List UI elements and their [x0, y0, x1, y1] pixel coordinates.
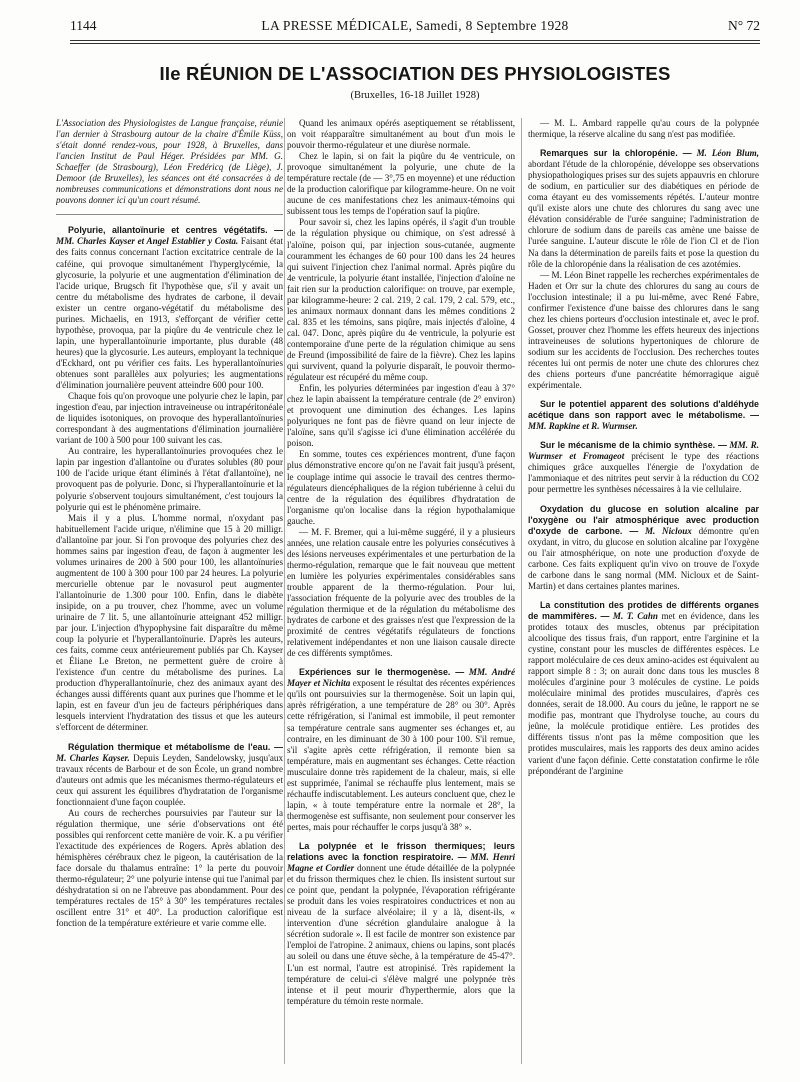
paragraph: Enfin, les polyuries déterminées par ingestion d'eau à 37° chez le lapin abaissent la température centrale (de 2° environ) et provoquent une diminution des échanges. Les lapins polyuriques ne font pas de fièvre quand on leur injecte de l'aloïne, sans qu'il s'agisse ici d'une élimination accélérée du poison.	[287, 383, 515, 449]
paragraph: Pour savoir si, chez les lapins opérés, il s'agit d'un trouble de la régulation physique ou chimique, on s'est adressé à l'aloïne, poison qui, par injection sous-cutanée, augmente couramment les échanges de 60 pour 100 dans les 24 heures qui suivent l'injection chez l'animal normal. Après piqûre du 4e ventricule, la polyurie étant installée, l'injection d'aloïne ne fait rien sur la production calorifique: on trouve, par exemple, par kilogramme-heure: 2 cal. 219, 2 cal. 179, 2 cal. 579, etc., les animaux normaux donnant dans les mêmes conditions 2 cal. 835 et les témoins, sans piqûre, mais injectés d'aloïne, 4 cal. 047. Donc, après piqûre du 4e ventricule, la polyurie est contemporaine d'une perte de la régulation chimique au sens de Freund (impossibilité de faire de la fièvre). Chez les lapins qui survivent, quand la polyurie disparaît, le pouvoir thermo-régulateur est récupéré du même coup.	[287, 217, 515, 383]
section-authors: M. Charles Kayser.	[56, 752, 130, 763]
paragraph: — M. Léon Binet rappelle les recherches expérimentales de Haden et Orr sur la chute des chlorures du sang au cours de l'occlusion intestinale; il a pu lui-même, avec René Fabre, confirmer l'existence d'une baisse des chlorures dans le sang chez les chiens porteurs d'occlusion intestinale et, avec le prof. Gosset, prouver chez l'homme les effets heureux des injections intraveineuses de solutions hypertoniques de chlorure de sodium sur les accidents de l'occlusion. Des recherches toutes récentes lui ont permis de noter une chute des chlorures chez des chiens porteurs d'une pancréatite hémorragique aiguë expérimentale.	[528, 269, 759, 391]
paragraph: En somme, toutes ces expériences montrent, d'une façon plus démonstrative encore qu'on ne l'avait fait jusqu'à présent, le couplage intime qui associe le travail des centres thermo-régulateurs diencéphaliques de la région tubérienne à celui du centre de la régulation des équilibres d'hydratation de l'organisme qu'on localise dans la région hypothalamique gauche.	[287, 449, 515, 526]
paragraph: Au contraire, les hyperallantoïnuries provoquées chez le lapin par ingestion d'allantoïne ou d'urates solubles (80 pour 100 de l'acide urique étant éliminés à l'état d'allantoïne), ne provoquent pas de polyurie. Donc, si l'hyperallantoïnurie et la polyurie s'observent toujours simultanément, c'est toujours la polyurie qui est le phénomène primaire.	[56, 446, 283, 512]
paragraph: met en évidence, dans les protides totaux des muscles, obtenus par précipitation alcoolique des tissus frais, d'un rapport, entre l'arginine et la cystine, constant pour les muscles de différentes espèces. Le rapport moléculaire de ces deux amino-acides est équivalent au rapport simple 8 : 3; on aurait donc dans tous les muscles 8 molécules d'arginine pour 3 molécules de cystine. Le poids moléculaire minimal des protides musculaires, d'après ces données, serait de 18.000. Au cours du jeûne, le rapport ne se modifie pas, montrant que l'hydrolyse touche, au cours du jeûne, la molécule protidique entière. Les protides des différents tissus n'ont pas la même composition que les protides musculaires, mais les rapports des deux amino acides varient d'une façon définie. Cette constatation confirme le rôle prépondérant de l'arginine	[528, 610, 759, 776]
paragraph: Chez le lapin, si on fait la piqûre du 4e ventricule, on provoque simultanément la polyurie, une chute de la température rectale (de — 3°,75 en moyenne) et une réduction de la production calorifique par kilogramme-heure. On ne voit aucune de ces manifestations chez les animaux-témoins qui subissent tous les temps de l'opération sauf la piqûre.	[287, 151, 515, 217]
section-oxydation-glucose	[528, 504, 759, 592]
section-potentiel-apparent	[528, 399, 759, 432]
column-3	[528, 118, 759, 1068]
section-regulation-thermique	[56, 742, 283, 930]
section-heading: Sur le mécanisme de la chimio synthèse. —	[540, 440, 727, 451]
section-polypnee-cont	[528, 118, 759, 140]
column-divider	[284, 118, 285, 1064]
paragraph: Quand les animaux opérés aseptiquement se rétablissent, on voit réapparaître simultanément au bout d'un mois le pouvoir thermo-régulateur et une diurèse normale.	[287, 118, 515, 151]
paragraph: Depuis Leyden, Sandelowsky, jusqu'aux travaux récents de Barbour et de son École, un grand nombre d'auteurs ont admis que les mécanismes thermo-régulateurs et ceux qui assurent les équilibres d'hydratation de l'organisme fonctionnaient d'une façon couplée.	[56, 752, 283, 807]
section-authors: MM. André Mayer et Nichita	[287, 667, 515, 689]
article-subtitle: (Bruxelles, 16-18 Juillet 1928)	[350, 90, 480, 101]
paragraph: — M. F. Bremer, qui a lui-même suggéré, il y a plusieurs années, une relation causale entre les polyuries consécutives à des lésions nerveuses expérimentales et une perturbation de la thermo-régulation, remarque que le fait nouveau que mettent en lumière les polyuries expérimentales considérables sans trouble apparent de la thermo-régulation. Pour lui, l'association fréquente de la polyurie avec des troubles de la régulation thermique et de la régulation du métabolisme des hydrates de carbone et des graisses n'est que l'expression de la proximité de centres végétatifs régulateurs de fonctions relativement indépendantes et non une liaison causale directe de ces différents symptômes.	[287, 526, 515, 659]
paragraph: précisent le type des réactions chimiques grâce auxquelles l'énergie de l'oxydation de l'ammoniaque et des nitrites peut servir à la réduction du CO2 pour permettre les synthèses nécessaires à la vie cellulaire.	[528, 451, 759, 495]
journal-title: LA PRESSE MÉDICALE, Samedi, 8 Septembre 1928	[261, 18, 569, 33]
section-heading: Régulation thermique et métabolisme de l'eau. —	[68, 741, 283, 752]
paragraph: Au cours de recherches poursuivies par l'auteur sur la régulation thermique, une série d'observations ont été possibles qui renforcent cette manière de voir. K. a pu vérifier l'exactitude des expériences de Rogers. Après ablation des hémisphères cérébraux chez le pigeon, la cautérisation de la face dorsale du thalamus entraîne: 1° la perte du pouvoir thermo-régulateur; 2° une polyurie intense qui tue l'animal par déshydratation si on ne l'abreuve pas abondamment. Pour des températures rectales de 15° à 30° les températures rectales oscillent entre 31° et 40°. La production calorifique est fonction de la température extérieure et varie comme elle.	[56, 807, 283, 929]
paragraph: abordant l'étude de la chloropénie, développe ses observations physiopathologiques prises sur des sujets appauvris en chlorure de sodium, en particulier sur des diabétiques en période de coma étayant eu des vomissements répétés. L'auteur montre qu'il existe alors une chute des chlorures du sang avec une élévation considérable de l'urée sanguine; l'administration de chlorure de sodium dans de pareils cas amène une baisse de l'urée sanguine. L'auteur discute le rôle de l'ion Cl et de l'ion Na dans la détermination de pareils faits et pose la question du rôle de la chloropénie dans la réalisation de ces azotémies.	[528, 159, 759, 269]
header-rule-double	[70, 43, 760, 44]
section-polypnee	[287, 841, 515, 1007]
section-polyurie	[56, 225, 283, 733]
running-header	[70, 14, 760, 40]
header-rule	[70, 40, 760, 41]
paragraph: — M. L. Ambard rappelle qu'au cours de la polypnée thermique, la réserve alcaline du sang n'est pas modifiée.	[528, 118, 759, 140]
section-authors: MM. R. Wurmser et Fromageot	[528, 440, 759, 462]
paragraph: donnent une étude détaillée de la polypnée et du frisson thermiques chez le chien. Ils insistent surtout sur ce point que, pendant la polypnée, l'évaporation réfrigérante se produit dans les voies respiratoires conductrices et non au niveau de la surface alvéolaire; il y a là, disent-ils, « intervention d'une sécrétion glandulaire analogue à la sécrétion sudorale ». Il est facile de montrer son existence par l'emploi de l'atropine. 2 animaux, chiens ou lapins, sont placés au soleil ou dans une étuve sèche, à la température de 45-47°. L'un est normal, l'autre est atropinisé. Très rapidement la température de celui-ci s'élève malgré une polypnée très intense et il peut mourir d'hyperthermie, alors que la température du témoin reste normale.	[287, 863, 515, 1006]
paragraph: Chaque fois qu'on provoque une polyurie chez le lapin, par ingestion d'eau, par injection intraveineuse ou intrapéritonéale de liquides isotoniques, on provoque des hyperallantoïnuries correspondant à des augmentations d'élimination journalière variant de 100 à 500 pour 100 suivant les cas.	[56, 391, 283, 446]
section-protides	[528, 600, 759, 777]
issue-number: N° 72	[727, 18, 760, 33]
paragraph: Faisant état des faits connus concernant l'action excitatrice centrale de la caféine, qui provoque simultanément l'hyperglycémie, la glycosurie, la polyurie et une augmentation d'élimination de l'acide urique, Brugsch fit l'hypothèse que, s'il y avait un centre du métabolisme des hydrates de carbone, il devait exister un centre organo-végétatif du métabolisme des purines. Michaelis, en 1913, s'efforçant de vérifier cette hypothèse, provoqua, par la piqûre du 4e ventricule chez le lapin, une hyperallantoïnurie importante, plus durable (48 heures) que la glycosurie. Les auteurs, employant la technique d'Eckhard, ont pu vérifier ces faits. Les hyperallantoïnuries obtenues sont parallèles aux polyuries; les augmentations d'élimination journalière peuvent atteindre 600 pour 100.	[56, 236, 283, 391]
page-number: 1144	[70, 18, 97, 33]
section-authors: M. Léon Blum,	[696, 148, 759, 159]
section-heading: Polyurie, allantoïnurie et centres végétatifs. —	[68, 225, 283, 236]
section-chloropenie	[528, 148, 759, 391]
section-heading: Sur le potentiel apparent des solutions d'aldéhyde acétique dans son rapport avec le métabolisme. —	[528, 399, 759, 421]
paragraph: Mais il y a plus. L'homme normal, n'oxydant pas habituellement l'acide urique, n'élimine que 15 à 20 milligr. d'allantoïne par jour. Si l'on provoque des polyuries chez des hommes sains par ingestion d'eau, de façon à augmenter les volumes urinaires de 200 à 500 pour 100, les allantoïnuries augmentent de 100 à 300 pour 100 par 24 heures. La polyurie mercurielle obtenue par le novasurol peut augmenter l'allantoïnurie de 1.300 pour 100. Enfin, dans le diabète insipide, on a pu trouver, chez l'homme, avec un volume urinaire de 7 lit. 5, une allantoïnurie atteignant 452 milligr. par jour. L'injection d'hypophysine fait disparaître du même coup la polyurie et l'hyperallantoïnurie. D'après les auteurs, ces faits, comme ceux antérieurement publiés par Ch. Kayser et Éliane Le Breton, ne permettent guère de croire à l'existence d'un centre du métabolisme des purines. La production d'hyperallantoïnurie, chez des animaux ayant des échanges aussi différents quant aux purines que l'homme et le lapin, est en faveur d'un jeu de facteurs périphériques dans lesquels intervient l'hydratation des tissus et que les auteurs s'efforcent de déterminer.	[56, 512, 283, 733]
section-heading: Remarques sur la chloropénie. —	[540, 148, 692, 159]
section-heading: Expériences sur le thermogenèse. —	[299, 667, 465, 678]
paragraph: exposent le résultat des récentes expériences qu'ils ont poursuivies sur la thermogenèse. Soit un lapin qui, après réfrigération, a une température de 28° ou 30°. Après cette réfrigération, si l'animal est immobile, il peut remonter sa température centrale sans augmenter ses échanges et, au contraire, en les diminuant de 30 à 100 pour 100. S'il remue, s'il s'agite après cette réfrigération, il remonte bien sa température, mais en augmentant ses échanges. Cette réaction musculaire donne très rapidement de la chaleur, mais, si elle est supprimée, l'animal se réchauffe plus lentement, mais se réchauffe indiscutablement. Les auteurs concluent que, chez le lapin, « à toute température entre la normale et 28°, la thermogenèse est suffisante, non seulement pour conserver les pertes, mais pour réchauffer le corps jusqu'à 38° ».	[287, 678, 515, 832]
section-heading: La constitution des protides de différents organes de mammifères. —	[528, 599, 759, 621]
section-chimio-synthese	[528, 440, 759, 495]
section-regulation-thermique-cont	[287, 118, 515, 659]
section-authors: M. T. Cahn	[612, 610, 658, 621]
column-divider	[521, 118, 522, 1064]
section-heading: La polypnée et le frisson thermiques; leurs relations avec la fonction respiratoire. —	[287, 841, 515, 863]
section-authors: MM. Charles Kayser et Angel Establier y Costa.	[56, 236, 239, 247]
section-thermogenese	[287, 667, 515, 833]
section-authors: MM. Henri Magne et Cordier	[287, 852, 515, 874]
column-2	[287, 118, 515, 1068]
section-heading: Oxydation du glucose en solution alcaline par l'oxygène ou l'air atmosphérique avec production d'oxyde de carbone. —	[528, 503, 759, 536]
intro-paragraph: L'Association des Physiologistes de Langue française, réunie l'an dernier à Strasbourg autour de la chaire d'Émile Küss, s'était donné rendez-vous, pour 1928, à Bruxelles, dans l'ancien Institut de Paul Héger. Présidées par MM. G. Schaeffer (de Strasbourg), Léon Fredéricq (de Liège), J. Demoor (de Bruxelles), les séances ont été consacrées à de nombreuses communications et démonstrations dont nous ne pouvons donner ici qu'un court résumé.	[56, 118, 283, 215]
article-title: IIe RÉUNION DE L'ASSOCIATION DES PHYSIOLOGISTES	[159, 63, 671, 84]
section-authors: MM. Rapkine et R. Wurmser.	[528, 421, 638, 432]
section-authors: M. Nicloux	[644, 525, 692, 536]
column-1	[56, 118, 283, 1068]
paragraph: démontre qu'en oxydant, in vitro, du glucose en solution alcaline par l'oxygène ou l'air atmosphérique, on note une production d'oxyde de carbone. Ces faits expliquent qu'in vivo on trouve de l'oxyde de carbone dans le sang normal (MM. Nicloux et de Saint-Martin) et dans certaines plantes marines.	[528, 525, 759, 591]
